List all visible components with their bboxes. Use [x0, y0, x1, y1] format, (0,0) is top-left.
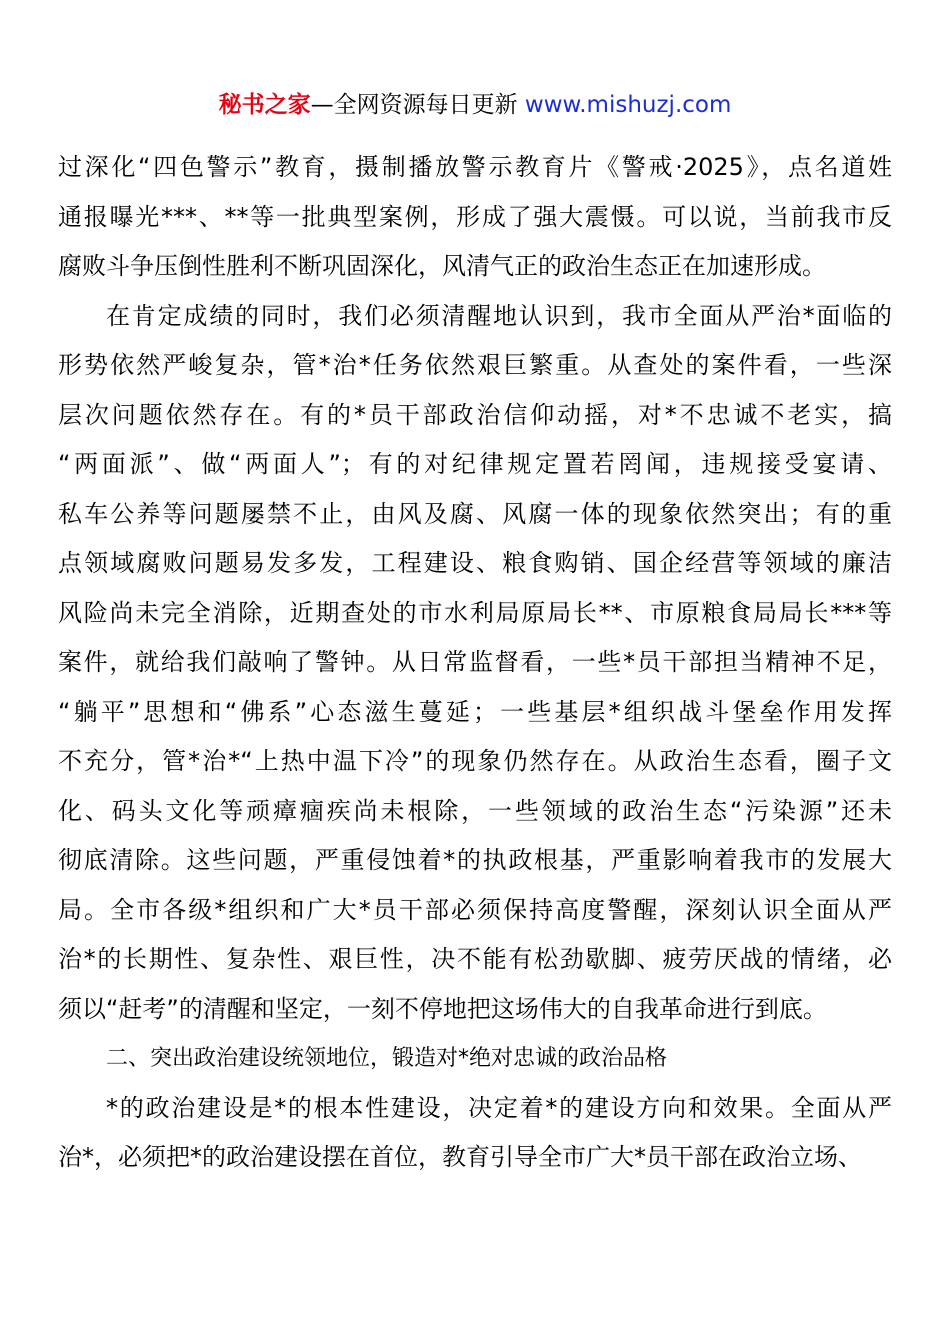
paragraph [58, 292, 892, 1035]
text-line: “两面派”、做“两面人”；有的对纪律规定置若罔闻，违规接受宴请、 [58, 450, 892, 478]
text-line: 局。全市各级*组织和广大*员干部必须保持高度警醒，深刻认识全面从严 [58, 895, 892, 924]
text-line: 点领域腐败问题易发多发，工程建设、粮食购销、国企经营等领域的廉洁 [58, 549, 892, 577]
text-line: 治*的长期性、复杂性、艰巨性，决不能有松劲歇脚、疲劳厌战的情绪，必 [58, 945, 892, 973]
text-line: “躺平”思想和“佛系”心态滋生蔓延；一些基层*组织战斗堡垒作用发挥 [58, 697, 892, 726]
section-heading [58, 1034, 892, 1084]
text-line: 案件，就给我们敲响了警钟。从日常监督看，一些*员干部担当精神不足， [58, 648, 892, 676]
paragraph [58, 143, 892, 292]
page-header [0, 88, 950, 122]
text-line: 须以“赶考”的清醒和坚定，一刻不停地把这场伟大的自我革命进行到底。 [58, 994, 827, 1023]
brand-name: 秘书之家 [218, 92, 311, 118]
text-line: 化、码头文化等顽瘴痼疾尚未根除，一些领域的政治生态“污染源”还未 [58, 796, 892, 825]
header-tagline: —全网资源每日更新 [310, 92, 525, 118]
text-line: 通报曝光***、**等一批典型案例，形成了强大震慑。可以说，当前我市反 [58, 202, 892, 231]
document-body [58, 143, 892, 1183]
text-line: 不充分，管*治*“上热中温下冷”的现象仍然存在。从政治生态看，圈子文 [58, 747, 892, 775]
text-line: 层次问题依然存在。有的*员干部政治信仰动摇，对*不忠诚不老实，搞 [58, 400, 892, 429]
site-url[interactable]: www.mishuzj.com [524, 92, 732, 118]
text-line: 私车公养等问题屡禁不止，由风及腐、风腐一体的现象依然突出；有的重 [58, 499, 892, 528]
text-line: 治*，必须把*的政治建设摆在首位，教育引导全市广大*员干部在政治立场、 [58, 1143, 862, 1171]
text-line: 风险尚未完全消除，近期查处的市水利局原局长**、市原粮食局局长***等 [58, 598, 892, 627]
text-line: 形势依然严峻复杂，管*治*任务依然艰巨繁重。从查处的案件看，一些深 [58, 351, 892, 379]
paragraph [58, 1084, 892, 1183]
text-line: 在肯定成绩的同时，我们必须清醒地认识到，我市全面从严治*面临的 [106, 301, 892, 330]
text-line: 过深化“四色警示”教育，摄制播放警示教育片《警戒·2025》，点名道姓 [58, 153, 892, 181]
text-line: *的政治建设是*的根本性建设，决定着*的建设方向和效果。全面从严 [106, 1093, 892, 1122]
text-line: 彻底清除。这些问题，严重侵蚀着*的执政根基，严重影响着我市的发展大 [58, 846, 892, 874]
text-line: 腐败斗争压倒性胜利不断巩固深化，风清气正的政治生态正在加速形成。 [58, 252, 826, 280]
text-line: 二、突出政治建设统领地位，锻造对*绝对忠诚的政治品格 [106, 1046, 668, 1071]
